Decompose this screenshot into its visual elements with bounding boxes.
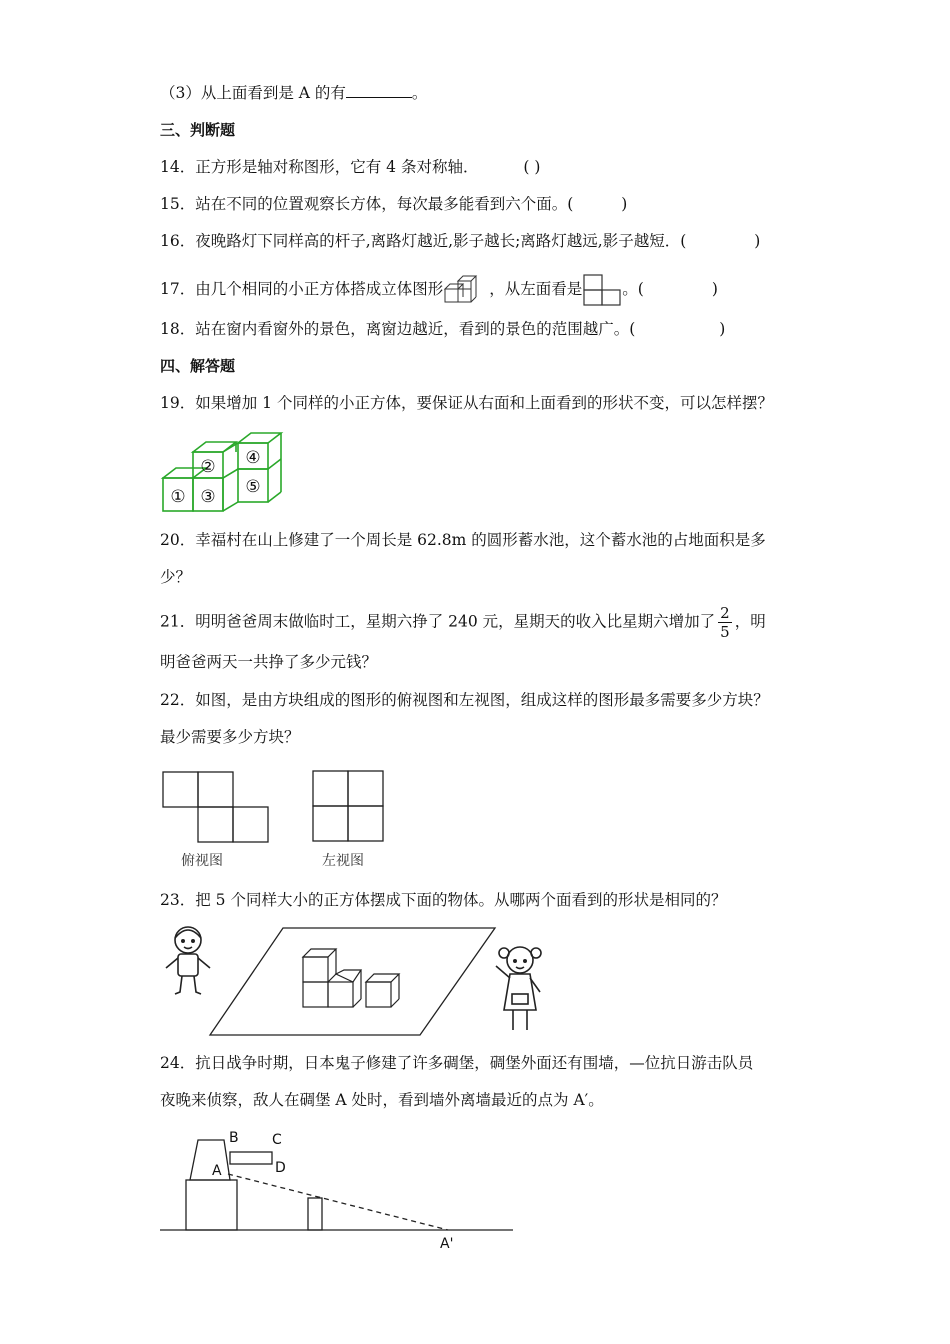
boy-icon: [166, 927, 210, 994]
window-slot: [230, 1152, 272, 1164]
question-24-line1: 24．抗日战争时期，日本鬼子修建了许多碉堡，碉堡外面还有围墙，—位抗日游击队员: [160, 1054, 754, 1072]
left-view-caption: 左视图: [322, 853, 364, 869]
q17-mid: ，从左面看是: [489, 280, 583, 298]
q17-close: ): [711, 280, 718, 298]
q15-close: ): [621, 195, 628, 213]
q23-scene-figure: [158, 920, 558, 1045]
question-16: [160, 230, 760, 252]
cube-group: [303, 949, 399, 1007]
top-view-caption: 俯视图: [181, 853, 223, 869]
q21-post: ，明: [734, 612, 766, 631]
sight-line: [228, 1174, 448, 1230]
cube-stack-icon: [443, 275, 489, 305]
label-B: B: [229, 1130, 239, 1146]
q24-bunker-figure: [158, 1128, 518, 1258]
question-15: [160, 193, 627, 215]
q17-pre: 17．由几个相同的小正方体搭成立体图形: [160, 280, 444, 298]
left-view-icon: [582, 274, 622, 306]
bunker-base: [186, 1180, 237, 1230]
bunker-top: [190, 1140, 230, 1180]
question-20-line2: 少？: [160, 568, 192, 586]
question-21: [160, 604, 766, 641]
fraction-denominator: 5: [720, 623, 730, 641]
label-D: D: [275, 1160, 286, 1176]
section-heading-answer: 四、解答题: [160, 357, 236, 375]
wall: [308, 1198, 322, 1230]
top-view-figure: [160, 769, 272, 843]
question-21-line2: 明爸爸两天一共挣了多少元钱？: [160, 653, 378, 671]
q19-label-2: ②: [200, 457, 216, 477]
q13-part3: [160, 82, 427, 104]
question-18: [160, 318, 725, 340]
question-14: [160, 156, 540, 178]
question-23: 23．把 5 个同样大小的正方体摆成下面的物体。从哪两个面看到的形状是相同的？: [160, 891, 727, 909]
answer-blank[interactable]: [346, 83, 412, 98]
question-22-line2: 最少需要多少方块？: [160, 728, 300, 746]
q19-label-1: ①: [170, 487, 186, 507]
q13-end: 。: [411, 84, 428, 102]
q13-part3-text: （3）从上面看到是 A 的有: [160, 84, 346, 102]
q16-close: ): [754, 232, 761, 250]
question-24-line2: 夜晚来侦察，敌人在碉堡 A 处时，看到墙外离墙最近的点为 A′。: [160, 1091, 604, 1109]
q16-text: 16．夜晚路灯下同样高的杆子,离路灯越近,影子越长;离路灯越远,影子越短．(: [160, 232, 687, 250]
q19-label-5: ⑤: [245, 477, 261, 497]
left-view-figure: [311, 769, 385, 843]
fraction-numerator: 2: [720, 604, 730, 622]
q19-label-4: ④: [245, 448, 261, 468]
q19-label-3: ③: [200, 487, 216, 507]
girl-icon: [496, 947, 541, 1030]
q18-text: 18．站在窗内看窗外的景色，离窗边越近，看到的景色的范围越广。(: [160, 320, 636, 338]
q18-close: ): [719, 320, 726, 338]
q19-cube-figure: [160, 424, 285, 514]
fraction: [718, 604, 732, 641]
section-heading-judgement: 三、判断题: [160, 121, 236, 139]
label-A-prime: A': [440, 1236, 454, 1252]
label-A: A: [212, 1163, 222, 1179]
question-22-line1: 22．如图，是由方块组成的图形的俯视图和左视图，组成这样的图形最多需要多少方块？: [160, 691, 769, 709]
q15-text: 15．站在不同的位置观察长方体，每次最多能看到六个面。(: [160, 195, 574, 213]
question-17: [160, 274, 718, 306]
question-20-line1: 20．幸福村在山上修建了一个周长是 62.8m 的圆形蓄水池，这个蓄水池的占地面积是多: [160, 531, 766, 549]
question-19: 19．如果增加 1 个同样的小正方体，要保证从右面和上面看到的形状不变，可以怎样摆？: [160, 394, 773, 412]
q21-pre: 21．明明爸爸周末做临时工，星期六挣了 240 元，星期天的收入比星期六增加了: [160, 612, 716, 631]
q17-post: 。(: [622, 280, 644, 298]
q14-answer-paren[interactable]: ( ): [523, 158, 541, 176]
q14-text: 14．正方形是轴对称图形，它有 4 条对称轴．: [160, 158, 479, 176]
label-C: C: [272, 1132, 282, 1148]
